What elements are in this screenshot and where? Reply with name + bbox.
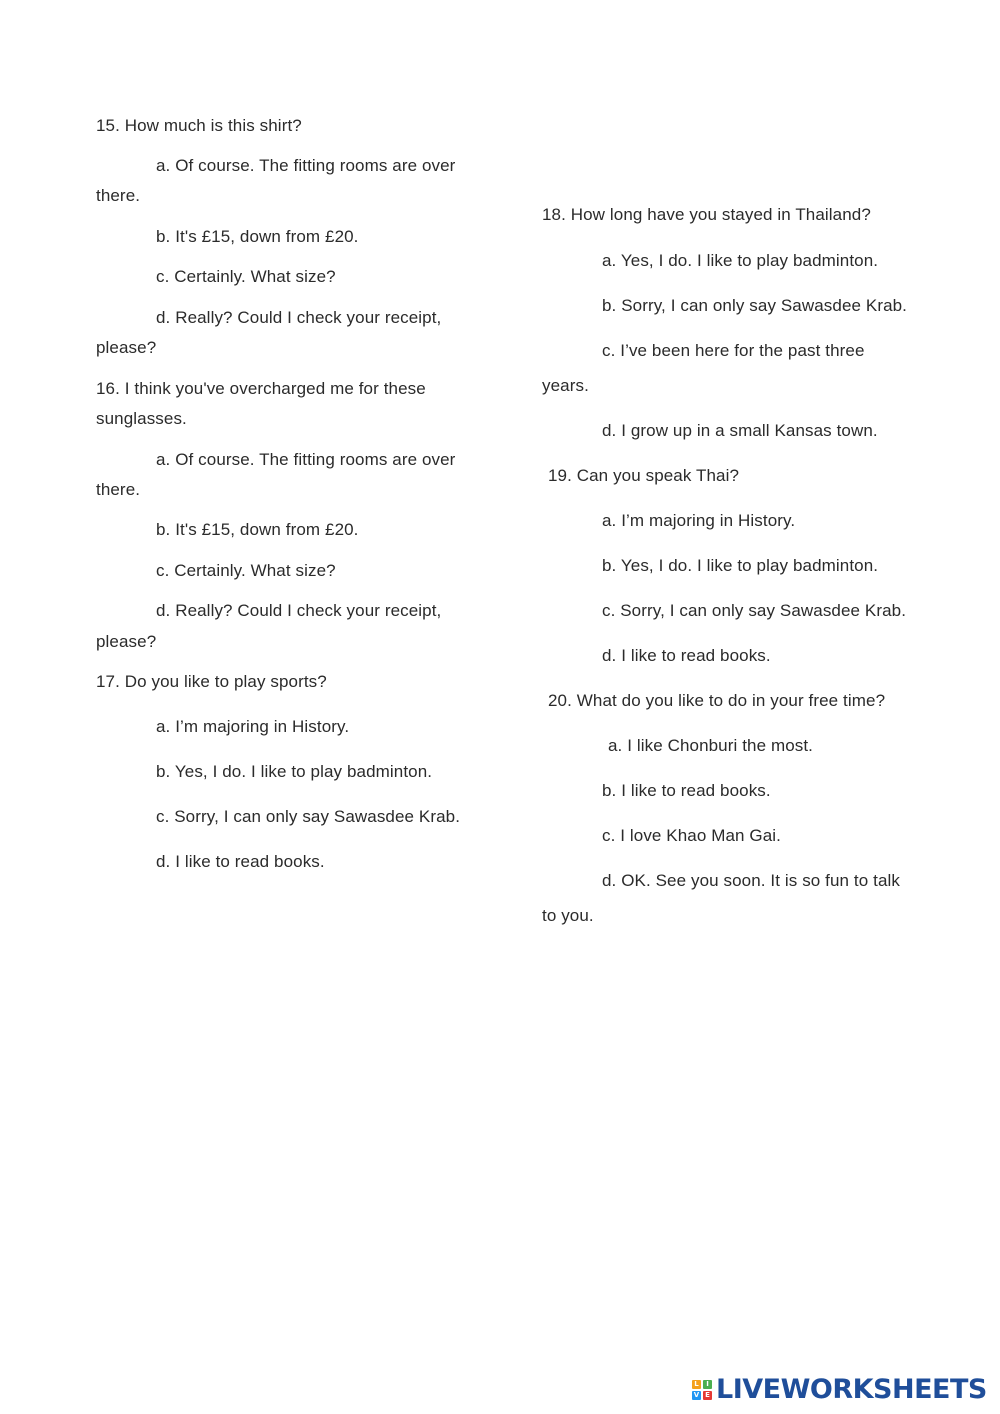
- q20-option-d-cont: to you.: [542, 906, 594, 925]
- q16-option-d: d. Really? Could I check your receipt,: [156, 601, 442, 620]
- q16-option-d-cont: please?: [96, 632, 157, 651]
- q20-option-d: d. OK. See you soon. It is so fun to talk: [602, 871, 900, 890]
- q17-option-b: b. Yes, I do. I like to play badminton.: [156, 762, 433, 781]
- q18-option-b: b. Sorry, I can only say Sawasdee Krab.: [602, 296, 908, 315]
- q19-option-d: d. I like to read books.: [602, 646, 771, 665]
- q17-option-d: d. I like to read books.: [156, 852, 325, 871]
- logo-square-i: I: [703, 1380, 712, 1389]
- question-15: 15. How much is this shirt?: [96, 116, 302, 135]
- q18-option-a: a. Yes, I do. I like to play badminton.: [602, 251, 879, 270]
- logo-square-e: E: [703, 1391, 712, 1400]
- question-17: 17. Do you like to play sports?: [96, 672, 327, 691]
- q17-option-c: c. Sorry, I can only say Sawasdee Krab.: [156, 807, 461, 826]
- q16-option-a: a. Of course. The fitting rooms are over: [156, 450, 456, 469]
- question-16-cont: sunglasses.: [96, 409, 187, 428]
- q19-option-b: b. Yes, I do. I like to play badminton.: [602, 556, 879, 575]
- q16-option-c: c. Certainly. What size?: [156, 561, 336, 580]
- q15-option-b: b. It's £15, down from £20.: [156, 227, 359, 246]
- question-18: 18. How long have you stayed in Thailand?: [542, 205, 871, 224]
- q17-option-a: a. I’m majoring in History.: [156, 717, 350, 736]
- logo-square-l: L: [692, 1380, 701, 1389]
- question-19: 19. Can you speak Thai?: [548, 466, 740, 485]
- logo-square-v: V: [693, 1391, 700, 1399]
- q16-option-b: b. It's £15, down from £20.: [156, 520, 359, 539]
- question-20: 20. What do you like to do in your free time?: [548, 691, 886, 710]
- q16-option-a-cont: there.: [96, 480, 141, 499]
- liveworksheets-logo-icon: [692, 1380, 712, 1400]
- q20-option-a: a. I like Chonburi the most.: [608, 736, 814, 755]
- q15-option-a-cont: there.: [96, 186, 141, 205]
- logo-text: LIVEWORKSHEETS: [716, 1374, 987, 1405]
- q18-option-c: c. I’ve been here for the past three: [602, 341, 865, 360]
- q20-option-c: c. I love Khao Man Gai.: [602, 826, 781, 845]
- liveworksheets-logo: [692, 1376, 988, 1404]
- question-16: 16. I think you've overcharged me for these: [96, 379, 426, 398]
- q18-option-c-cont: years.: [542, 376, 589, 395]
- q20-option-b: b. I like to read books.: [602, 781, 771, 800]
- q19-option-a: a. I’m majoring in History.: [602, 511, 796, 530]
- q15-option-d-cont: please?: [96, 338, 157, 357]
- q15-option-d: d. Really? Could I check your receipt,: [156, 308, 442, 327]
- q15-option-c: c. Certainly. What size?: [156, 267, 336, 286]
- q15-option-a: a. Of course. The fitting rooms are over: [156, 156, 456, 175]
- q19-option-c: c. Sorry, I can only say Sawasdee Krab.: [602, 601, 907, 620]
- q18-option-d: d. I grow up in a small Kansas town.: [602, 421, 878, 440]
